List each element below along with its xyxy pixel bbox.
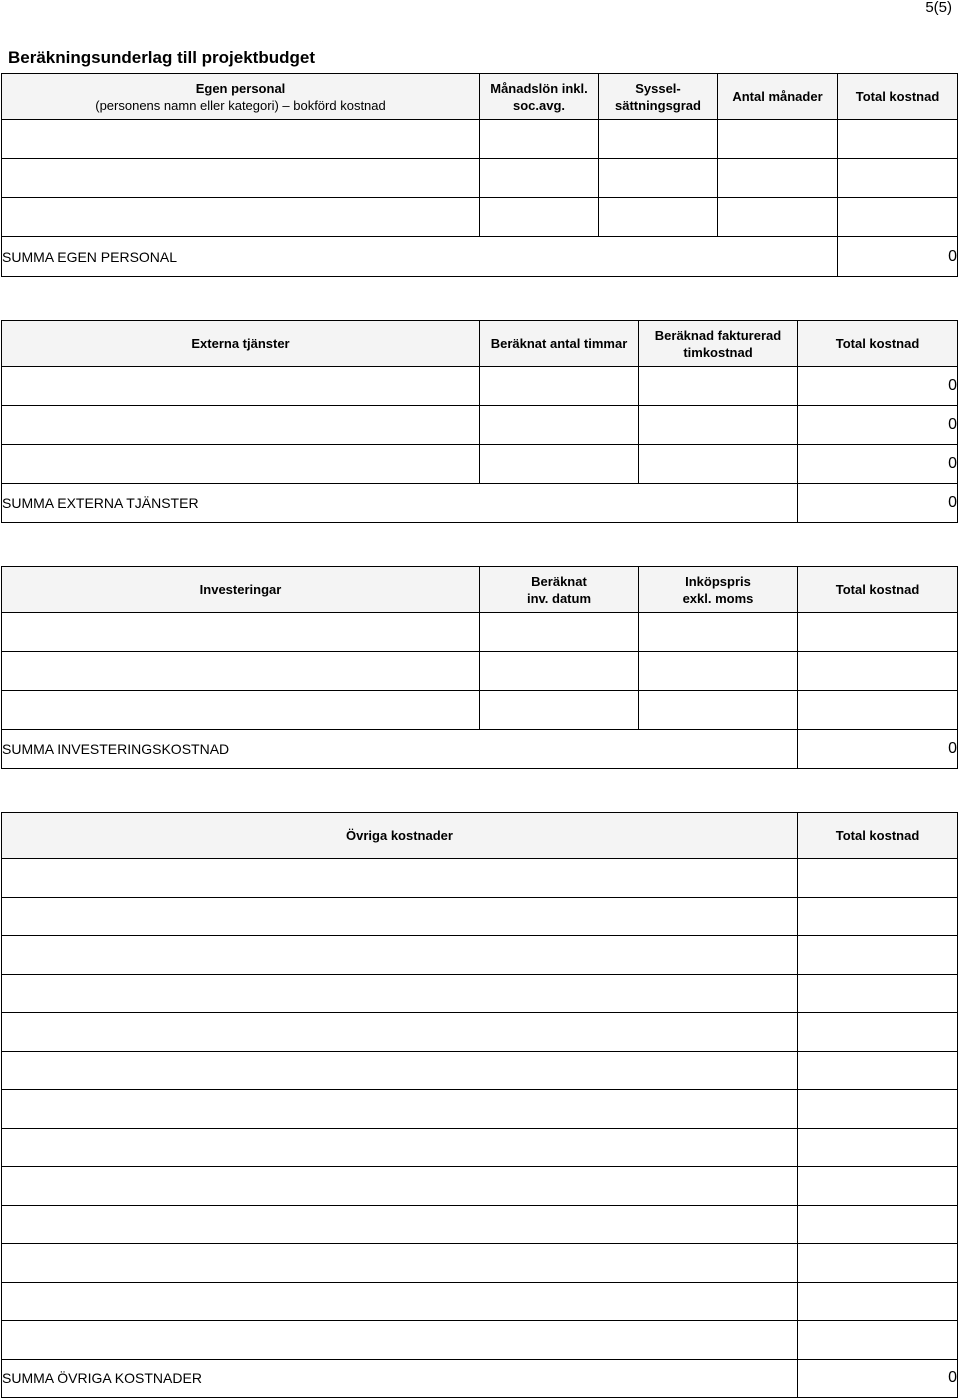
table-row [2,1128,958,1167]
sum-externa-tjanster-value: 0 [798,484,958,523]
cell-date[interactable] [480,613,639,652]
cell-name[interactable] [2,1128,798,1167]
cell-salary[interactable] [480,120,599,159]
header-externa-tjanster: Externa tjänster [2,321,480,367]
sum-ovriga-kostnader-label: SUMMA ÖVRIGA KOSTNADER [2,1359,798,1397]
page-title: Beräkningsunderlag till projektbudget [8,48,315,67]
externa-tjanster-table [1,320,958,523]
table-row [2,120,958,159]
cell-price[interactable] [639,691,798,730]
table-row [2,1013,958,1052]
sum-row [2,1359,958,1397]
cell-total[interactable] [798,1205,958,1244]
table-row [2,406,958,445]
cell-rate[interactable] [639,367,798,406]
table-row [2,1051,958,1090]
header-employment-rate: Syssel- sättningsgrad [599,74,718,120]
cell-total[interactable] [798,1167,958,1206]
table-row [2,1244,958,1283]
cell-total[interactable] [798,691,958,730]
table-row [2,691,958,730]
cell-total[interactable] [798,1282,958,1321]
cell-name[interactable] [2,1205,798,1244]
cell-name[interactable] [2,406,480,445]
header-hours: Beräknat antal timmar [480,321,639,367]
table-row [2,936,958,975]
header-ovriga-kostnader: Övriga kostnader [2,813,798,859]
cell-salary[interactable] [480,198,599,237]
sum-investeringar-value: 0 [798,730,958,769]
cell-price[interactable] [639,613,798,652]
cell-name[interactable] [2,974,798,1013]
cell-name[interactable] [2,859,798,898]
cell-total[interactable] [798,936,958,975]
table-row [2,1090,958,1129]
cell-total[interactable] [838,159,958,198]
header-purchase-price: Inköpspris exkl. moms [639,567,798,613]
investeringar-table [1,566,958,769]
cell-name[interactable] [2,159,480,198]
cell-name[interactable] [2,613,480,652]
cell-name[interactable] [2,1321,798,1360]
cell-total[interactable] [798,1090,958,1129]
sum-ovriga-kostnader-value: 0 [798,1359,958,1397]
header-total-cost: Total kostnad [838,74,958,120]
cell-employment[interactable] [599,120,718,159]
cell-employment[interactable] [599,159,718,198]
cell-name[interactable] [2,1244,798,1283]
header-investeringar: Investeringar [2,567,480,613]
table-row [2,159,958,198]
cell-total[interactable] [798,1321,958,1360]
table-row [2,859,958,898]
cell-name[interactable] [2,445,480,484]
sum-investeringar-label: SUMMA INVESTERINGSKOSTNAD [2,730,798,769]
cell-total: 0 [798,367,958,406]
cell-months[interactable] [718,159,838,198]
cell-months[interactable] [718,120,838,159]
sum-externa-tjanster-label: SUMMA EXTERNA TJÄNSTER [2,484,798,523]
cell-name[interactable] [2,198,480,237]
cell-price[interactable] [639,652,798,691]
header-egen-personal: Egen personal (personens namn eller kategori) – bokförd kostnad [2,74,480,120]
table-row [2,445,958,484]
cell-rate[interactable] [639,445,798,484]
cell-total: 0 [798,445,958,484]
cell-total[interactable] [798,859,958,898]
table-row [2,1167,958,1206]
header-total-cost: Total kostnad [798,321,958,367]
cell-name[interactable] [2,897,798,936]
cell-name[interactable] [2,652,480,691]
table-row [2,1282,958,1321]
header-months: Antal månader [718,74,838,120]
cell-months[interactable] [718,198,838,237]
egen-personal-table [1,73,958,277]
cell-name[interactable] [2,936,798,975]
cell-name[interactable] [2,1282,798,1321]
table-row [2,652,958,691]
ovriga-kostnader-table [1,812,958,1398]
cell-name[interactable] [2,691,480,730]
table-row [2,1321,958,1360]
cell-total[interactable] [798,1128,958,1167]
table-row [2,198,958,237]
cell-name[interactable] [2,1013,798,1052]
cell-name[interactable] [2,120,480,159]
cell-name[interactable] [2,1167,798,1206]
cell-name[interactable] [2,367,480,406]
sum-row [2,484,958,523]
sum-egen-personal-value: 0 [838,237,958,277]
cell-salary[interactable] [480,159,599,198]
header-monthly-salary: Månadslön inkl. soc.avg. [480,74,599,120]
sum-row [2,730,958,769]
header-total-cost: Total kostnad [798,567,958,613]
header-total-cost: Total kostnad [798,813,958,859]
table-row [2,367,958,406]
table-row [2,1205,958,1244]
cell-total[interactable] [798,974,958,1013]
cell-date[interactable] [480,652,639,691]
sum-egen-personal-label: SUMMA EGEN PERSONAL [2,237,838,277]
cell-total[interactable] [838,198,958,237]
cell-total[interactable] [798,652,958,691]
cell-name[interactable] [2,1090,798,1129]
cell-total[interactable] [798,613,958,652]
table-row [2,613,958,652]
cell-total: 0 [798,406,958,445]
cell-total[interactable] [798,1244,958,1283]
page-number: 5(5) [925,0,952,16]
cell-hours[interactable] [480,445,639,484]
cell-total[interactable] [798,1013,958,1052]
cell-date[interactable] [480,691,639,730]
header-investment-date: Beräknat inv. datum [480,567,639,613]
cell-hours[interactable] [480,406,639,445]
cell-total[interactable] [798,1051,958,1090]
cell-total[interactable] [838,120,958,159]
cell-rate[interactable] [639,406,798,445]
table-row [2,974,958,1013]
header-hourly-rate: Beräknad fakturerad timkostnad [639,321,798,367]
cell-name[interactable] [2,1051,798,1090]
sum-row [2,237,958,277]
cell-total[interactable] [798,897,958,936]
cell-employment[interactable] [599,198,718,237]
table-row [2,897,958,936]
cell-hours[interactable] [480,367,639,406]
